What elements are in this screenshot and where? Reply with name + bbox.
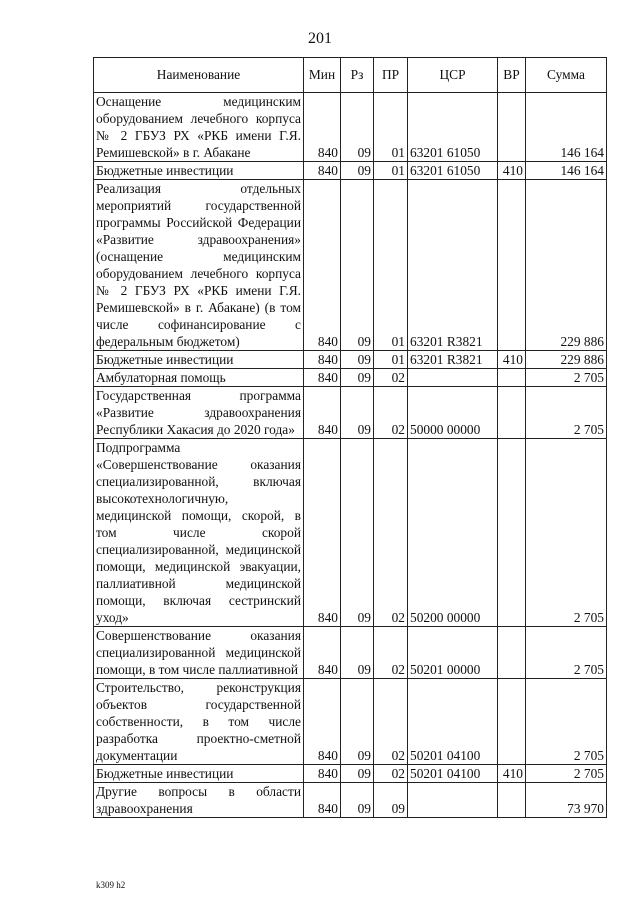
row-csr-cell: 63201 61050 bbox=[408, 162, 498, 180]
row-min-cell: 840 bbox=[304, 162, 341, 180]
row-sum-cell: 73 970 bbox=[526, 783, 607, 818]
table-row bbox=[94, 679, 607, 765]
row-sum-cell: 2 705 bbox=[526, 369, 607, 387]
row-pr-cell: 02 bbox=[374, 765, 408, 783]
row-sum-cell: 146 164 bbox=[526, 162, 607, 180]
row-name-cell: Подпрограмма «Совершенствование оказания специализированной, включая высокотехнологичную, медицинской помощи, скорой, в том числе скорой специализированной, медицинской помощи, медицинской эвакуации, паллиативной медицинской помощи, включая сестринский уход» bbox=[94, 439, 304, 627]
table-row bbox=[94, 93, 607, 162]
row-min-cell: 840 bbox=[304, 180, 341, 351]
row-csr-cell: 50201 04100 bbox=[408, 679, 498, 765]
row-vr-cell bbox=[498, 679, 526, 765]
table-body bbox=[94, 93, 607, 818]
row-min-cell: 840 bbox=[304, 387, 341, 439]
row-min-cell: 840 bbox=[304, 351, 341, 369]
page-number: 201 bbox=[308, 30, 332, 47]
row-name-cell: Другие вопросы в области здравоохранения bbox=[94, 783, 304, 818]
row-vr-cell bbox=[498, 627, 526, 679]
row-sum-cell: 2 705 bbox=[526, 679, 607, 765]
header-sum: Сумма bbox=[526, 58, 607, 93]
header-name: Наименование bbox=[94, 58, 304, 93]
row-name-cell: Бюджетные инвестиции bbox=[94, 765, 304, 783]
row-min-cell: 840 bbox=[304, 627, 341, 679]
row-pr-cell: 01 bbox=[374, 162, 408, 180]
row-name-cell: Амбулаторная помощь bbox=[94, 369, 304, 387]
row-rz-cell: 09 bbox=[341, 627, 374, 679]
row-vr-cell bbox=[498, 783, 526, 818]
footer-code: k309 h2 bbox=[96, 880, 126, 890]
row-name-cell: Строительство, реконструкция объектов государственной собственности, в том числе разработка проектно-сметной документации bbox=[94, 679, 304, 765]
table-row bbox=[94, 369, 607, 387]
row-name-cell: Бюджетные инвестиции bbox=[94, 162, 304, 180]
row-vr-cell bbox=[498, 180, 526, 351]
row-sum-cell: 146 164 bbox=[526, 93, 607, 162]
row-pr-cell: 02 bbox=[374, 387, 408, 439]
row-sum-cell: 2 705 bbox=[526, 439, 607, 627]
row-rz-cell: 09 bbox=[341, 93, 374, 162]
header-min: Мин bbox=[304, 58, 341, 93]
row-sum-cell: 229 886 bbox=[526, 351, 607, 369]
header-rz: Рз bbox=[341, 58, 374, 93]
budget-table bbox=[93, 57, 607, 818]
row-name-cell: Бюджетные инвестиции bbox=[94, 351, 304, 369]
row-vr-cell bbox=[498, 439, 526, 627]
row-pr-cell: 01 bbox=[374, 180, 408, 351]
row-min-cell: 840 bbox=[304, 93, 341, 162]
row-name-cell: Оснащение медицинским оборудованием лечебного корпуса № 2 ГБУЗ РХ «РКБ имени Г.Я. Ремишевской» в г. Абакане bbox=[94, 93, 304, 162]
row-rz-cell: 09 bbox=[341, 783, 374, 818]
row-pr-cell: 01 bbox=[374, 93, 408, 162]
row-csr-cell: 63201 R3821 bbox=[408, 351, 498, 369]
row-pr-cell: 02 bbox=[374, 679, 408, 765]
row-rz-cell: 09 bbox=[341, 162, 374, 180]
table-row bbox=[94, 783, 607, 818]
row-rz-cell: 09 bbox=[341, 180, 374, 351]
row-rz-cell: 09 bbox=[341, 369, 374, 387]
row-min-cell: 840 bbox=[304, 679, 341, 765]
row-vr-cell: 410 bbox=[498, 765, 526, 783]
row-vr-cell bbox=[498, 387, 526, 439]
header-pr: ПР bbox=[374, 58, 408, 93]
row-pr-cell: 02 bbox=[374, 369, 408, 387]
row-csr-cell: 50201 04100 bbox=[408, 765, 498, 783]
row-rz-cell: 09 bbox=[341, 439, 374, 627]
table-row bbox=[94, 765, 607, 783]
header-csr: ЦСР bbox=[408, 58, 498, 93]
row-vr-cell bbox=[498, 369, 526, 387]
row-csr-cell: 50201 00000 bbox=[408, 627, 498, 679]
table-row bbox=[94, 387, 607, 439]
row-sum-cell: 229 886 bbox=[526, 180, 607, 351]
row-vr-cell bbox=[498, 93, 526, 162]
row-min-cell: 840 bbox=[304, 765, 341, 783]
table-row bbox=[94, 439, 607, 627]
row-csr-cell: 63201 61050 bbox=[408, 93, 498, 162]
row-csr-cell: 50000 00000 bbox=[408, 387, 498, 439]
row-pr-cell: 09 bbox=[374, 783, 408, 818]
row-pr-cell: 02 bbox=[374, 439, 408, 627]
row-csr-cell: 50200 00000 bbox=[408, 439, 498, 627]
row-rz-cell: 09 bbox=[341, 679, 374, 765]
row-csr-cell: 63201 R3821 bbox=[408, 180, 498, 351]
row-name-cell: Государственная программа «Развитие здравоохранения Республики Хакасия до 2020 года» bbox=[94, 387, 304, 439]
row-pr-cell: 01 bbox=[374, 351, 408, 369]
row-sum-cell: 2 705 bbox=[526, 765, 607, 783]
row-csr-cell bbox=[408, 369, 498, 387]
row-sum-cell: 2 705 bbox=[526, 627, 607, 679]
row-csr-cell bbox=[408, 783, 498, 818]
row-vr-cell: 410 bbox=[498, 351, 526, 369]
row-name-cell: Совершенствование оказания специализированной медицинской помощи, в том числе паллиативной bbox=[94, 627, 304, 679]
table-row bbox=[94, 627, 607, 679]
row-rz-cell: 09 bbox=[341, 351, 374, 369]
row-min-cell: 840 bbox=[304, 783, 341, 818]
row-vr-cell: 410 bbox=[498, 162, 526, 180]
row-min-cell: 840 bbox=[304, 369, 341, 387]
table-header-row bbox=[94, 58, 607, 93]
row-rz-cell: 09 bbox=[341, 765, 374, 783]
table-row bbox=[94, 162, 607, 180]
row-pr-cell: 02 bbox=[374, 627, 408, 679]
row-rz-cell: 09 bbox=[341, 387, 374, 439]
row-name-cell: Реализация отдельных мероприятий государственной программы Российской Федерации «Развитие здравоохранения» (оснащение медицинским оборудованием лечебного корпуса № 2 ГБУЗ РХ «РКБ имени Г.Я. Ремишевской» в г. Абакане) (в том числе софинансирование с федеральным бюджетом) bbox=[94, 180, 304, 351]
table-row bbox=[94, 351, 607, 369]
table-row bbox=[94, 180, 607, 351]
header-vr: ВР bbox=[498, 58, 526, 93]
row-min-cell: 840 bbox=[304, 439, 341, 627]
row-sum-cell: 2 705 bbox=[526, 387, 607, 439]
